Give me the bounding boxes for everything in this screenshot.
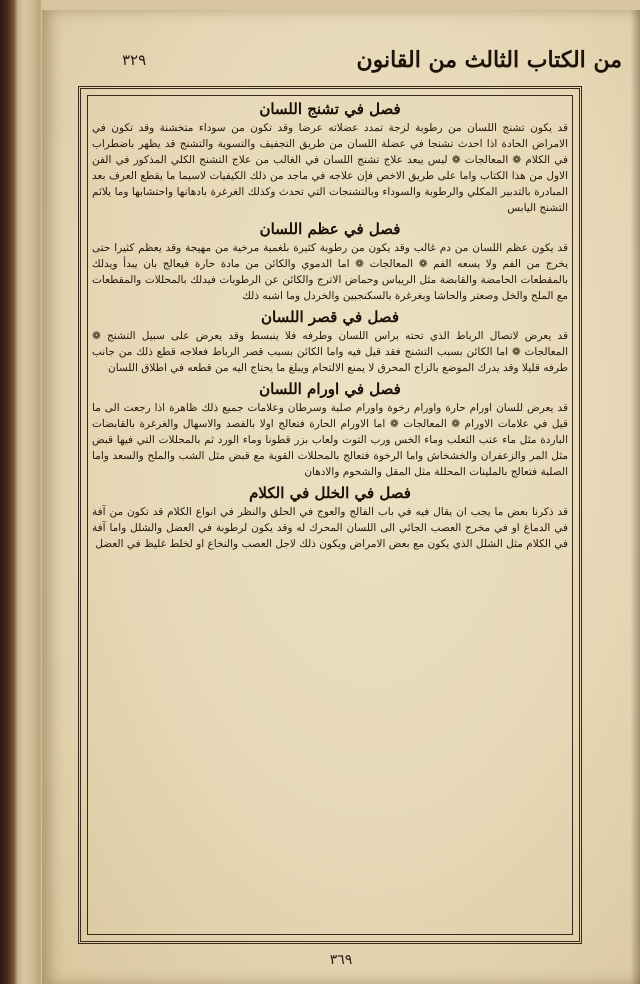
section-speech-disorder: [92, 484, 568, 552]
section-body: قد يعرض لاتصال الرباط الذي تحته براس اللسان وطرفه فلا ينبسط وقد يعرض على سبيل التشنج ❁ المعالجات ❁ اما الكائن بسبب التشنج فقد قيل فيه واما الكائن بسبب قصر الرباط فعلاجه قطع ذلك من جانب طرفه قليلا وقد يدرك الموضع بالزاج المحرق لا يمنع الالتحام ويبلغ ما يحتاج اليه من قطعه في اطلاق اللسان: [92, 330, 568, 374]
section-tongue-enlargement: [92, 220, 568, 304]
section-title: فصل في اورام اللسان: [259, 380, 401, 398]
section-body: قد يعرض للسان اورام حارة واورام رخوة واورام صلبة وسرطان وعلامات جميع ذلك ظاهرة اذا رجعت الى ما قيل في علامات الاورام ❁ المعالجات ❁ اما الاورام الحارة فتعالج اولا بالفصد والاسهال والغرغرة بالقابضات الباردة مثل ماء عنب الثعلب وماء الخس ورب التوت ولعاب بزر قطونا وماء الورد ثم بالمحللات التي فيها قبض مثل المر والزعفران والخشخاش واما الرخوة فتعالج بالمحللات القوية مع قبض مثل الشب والملح والسعد واما الصلبة فتعالج بالملينات المحللة مثل المقل والشحوم والادهان: [92, 402, 568, 478]
page-header: [122, 40, 622, 80]
signature-mark: ٣٦٩: [329, 952, 353, 968]
section-tongue-spasm: [92, 100, 568, 216]
running-title: من الكتاب الثالث من القانون: [356, 47, 622, 73]
page-number: ٣٢٩: [122, 51, 147, 69]
section-tongue-shortness: [92, 308, 568, 376]
section-body: قد يكون تشنج اللسان من رطوبة لزجة تمدد عضلاته عرضا وقد تكون من سوداء متخشنة وقد تكون في الامراض الحادة اذا احدث تشنجا في عضلة اللسان من طريق التجفيف والتسوية والتشنج قد يظهر باضطراب في الكلام ❁ المعالجات ❁ ليس يبعد علاج تشنج اللسان في الغالب من علاج التشنج الكلي المذكور في الفن الاول من هذا الكتاب واما على طريق الاخص فإن علاجه في ماجد من ذلك الكيفيات لاسيما ما يقطع العرف بعد المبادرة بالتدبير المكلي والرطوبة والسوداء وبالتشنجات التي تحدث وكذلك الغرغرة بادهانها واحتشابها وما يلائم التشنج اليابس: [92, 122, 568, 214]
section-title: فصل في الخلل في الكلام: [249, 484, 411, 502]
section-body: قد يكون عظم اللسان من دم غالب وقد يكون من رطوبة كثيرة بلغمية مرخية من مهيجة وقد يعظم كثيرا حتى يخرج من الفم ولا يسعه الفم ❁ المعالجات ❁ اما الدموي والكائن من مادة حارة فيعالج بان يبدأ ويدلك بالمقطعات الحامضة والقابضة مثل الريباس وحماض الاترج والكائن عن الرطوبات فيدلك بالمحللات والمقطعات مع الملح والخل وصعتر والحاشا وبغرغرة بالسكنجبين والخردل وما اشبه ذلك: [92, 242, 568, 302]
section-tongue-swellings: [92, 380, 568, 480]
section-title: فصل في قصر اللسان: [260, 308, 399, 326]
section-title: فصل في عظم اللسان: [259, 220, 401, 238]
section-body: قد ذكرنا بعض ما يجب ان يقال فيه في باب الفالج والعوج في الحلق والنظر في انواع الكلام قد تكون من آفة في الدماغ او في مخرج العصب الجائي الى اللسان المحرك له وقد يكون لرطوبة في العضل والشلل واما آفة في الكلام مثل الشلل الذي يكون مع بعض الامراض ويكون ذلك لاجل العصب والنخاع او لخلط غليظ في العضل: [92, 506, 568, 550]
book-page: [42, 10, 640, 984]
text-content: [92, 96, 568, 932]
page-footer: [42, 952, 640, 968]
section-title: فصل في تشنج اللسان: [259, 100, 401, 118]
